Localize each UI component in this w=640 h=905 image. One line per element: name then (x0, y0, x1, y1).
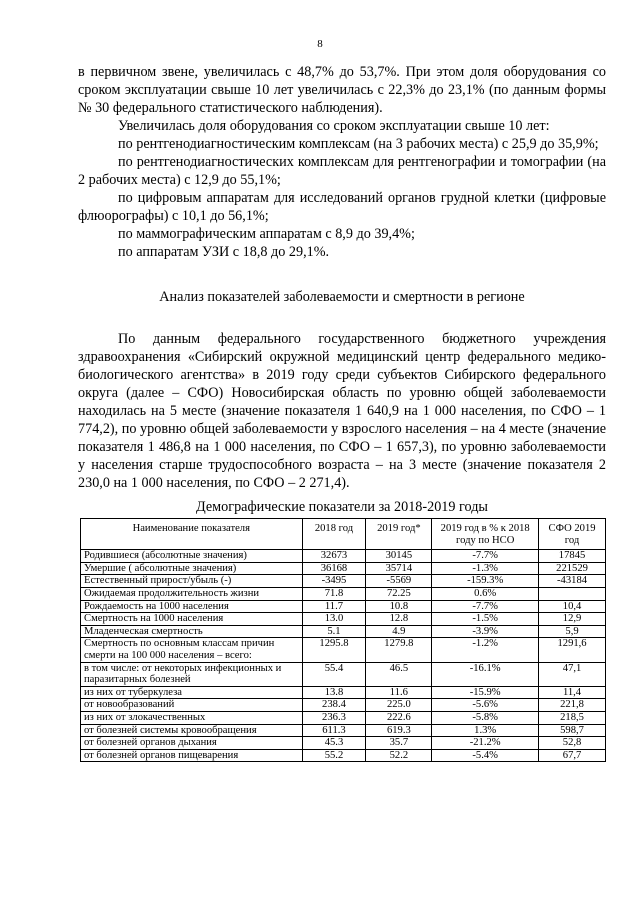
table-cell: 5,9 (539, 625, 606, 638)
table-cell: -5.4% (432, 749, 539, 762)
table-cell: 11.6 (366, 686, 432, 699)
table-cell: 71.8 (302, 587, 366, 600)
table-cell: -16.1% (432, 662, 539, 686)
table-cell: 13.8 (302, 686, 366, 699)
table-cell: 238.4 (302, 699, 366, 712)
table-cell: -5569 (366, 575, 432, 588)
table-cell: от болезней системы кровообращения (81, 724, 303, 737)
table-header-row (81, 519, 606, 550)
table-cell: 221,8 (539, 699, 606, 712)
paragraph: по рентгенодиагностическим комплексам (на 3 рабочих места) с 25,9 до 35,9%; (118, 136, 599, 152)
table-cell: Естественный прирост/убыль (-) (81, 575, 303, 588)
table-cell: -5.6% (432, 699, 539, 712)
table-cell: 0.6% (432, 587, 539, 600)
table-cell: 55.2 (302, 749, 366, 762)
table-row (81, 749, 606, 762)
table-cell: 55.4 (302, 662, 366, 686)
table-cell: 10,4 (539, 600, 606, 613)
table-row (81, 699, 606, 712)
table-cell: Родившиеся (абсолютные значения) (81, 550, 303, 563)
table-cell: 67,7 (539, 749, 606, 762)
table-cell: -7.7% (432, 550, 539, 563)
table-cell: 236.3 (302, 711, 366, 724)
table-header: 2019 год в % к 2018 году по НСО (432, 519, 539, 550)
table-cell: 17845 (539, 550, 606, 563)
table-row (81, 638, 606, 662)
table-cell: 1295.8 (302, 638, 366, 662)
table-row (81, 600, 606, 613)
table-cell: 619.3 (366, 724, 432, 737)
table-caption: Демографические показатели за 2018-2019 годы (196, 499, 488, 515)
table-cell: 1291,6 (539, 638, 606, 662)
paragraph: Увеличилась доля оборудования со сроком эксплуатации свыше 10 лет: (118, 118, 550, 134)
table-cell: -3.9% (432, 625, 539, 638)
table-cell: 598,7 (539, 724, 606, 737)
table-cell: -43184 (539, 575, 606, 588)
table-cell (539, 587, 606, 600)
table-cell: 1279.8 (366, 638, 432, 662)
table-cell: 12,9 (539, 613, 606, 626)
paragraph: по рентгенодиагностических комплексам для рентгенографии и томографии (на 2 рабочих места) с 12,9 до 55,1%; (78, 154, 606, 188)
table-cell: от болезней органов дыхания (81, 737, 303, 750)
table-cell: 11,4 (539, 686, 606, 699)
table-cell: 218,5 (539, 711, 606, 724)
table-cell: 611.3 (302, 724, 366, 737)
table-header: 2018 год (302, 519, 366, 550)
paragraph: По данным федерального государственного бюджетного учреждения здравоохранения «Сибирский окружной медицинский центр федерального медико-биологического агентства» в 2019 году среди субъектов Сибирского федерального округа (далее – СФО) Новосибирская область по уровню общей заболеваемости находилась на 5 месте (значение показателя 1 640,9 на 1 000 населения, по СФО – 1 774,2), по уровню общей заболеваемости у взрослого населения – на 4 месте (значение показателя 1 486,8 на 1 000 населения, по СФО – 1 657,3), по уровню заболеваемости у населения старше трудоспособного возраста – на 3 месте (значение показателя 2 230,0 на 1 000 населения, по СФО – 2 271,4). (78, 331, 606, 491)
table-row (81, 562, 606, 575)
table-cell: 4.9 (366, 625, 432, 638)
table-cell: 1.3% (432, 724, 539, 737)
table-cell: -1.5% (432, 613, 539, 626)
table-cell: 46.5 (366, 662, 432, 686)
table-row (81, 737, 606, 750)
table-cell: 72.25 (366, 587, 432, 600)
table-row (81, 686, 606, 699)
table-cell: -7.7% (432, 600, 539, 613)
table-cell: от новообразований (81, 699, 303, 712)
table-row (81, 724, 606, 737)
table-cell: -159.3% (432, 575, 539, 588)
paragraph: по маммографическим аппаратам с 8,9 до 39,4%; (118, 226, 415, 242)
table-cell: Рождаемость на 1000 населения (81, 600, 303, 613)
table-cell: от болезней органов пищеварения (81, 749, 303, 762)
table-row (81, 550, 606, 563)
table-cell: -1.2% (432, 638, 539, 662)
page-number: 8 (317, 38, 323, 50)
table-row (81, 711, 606, 724)
table-header: СФО 2019 год (539, 519, 606, 550)
table-cell: 5.1 (302, 625, 366, 638)
table-row (81, 625, 606, 638)
table-cell: -1.3% (432, 562, 539, 575)
paragraph: по аппаратам УЗИ с 18,8 до 29,1%. (118, 244, 330, 260)
table-cell: 13.0 (302, 613, 366, 626)
table-cell: в том числе: от некоторых инфекционных и паразитарных болезней (81, 662, 303, 686)
table-cell: из них от туберкулеза (81, 686, 303, 699)
table-row (81, 613, 606, 626)
table-row (81, 575, 606, 588)
table-cell: 12.8 (366, 613, 432, 626)
table-header: 2019 год* (366, 519, 432, 550)
table-cell: 52,8 (539, 737, 606, 750)
table-cell: -21.2% (432, 737, 539, 750)
table-cell: Умершие ( абсолютные значения) (81, 562, 303, 575)
table-cell: 45.3 (302, 737, 366, 750)
table-row (81, 662, 606, 686)
table-cell: 221529 (539, 562, 606, 575)
table-cell: -3495 (302, 575, 366, 588)
table-body (81, 550, 606, 762)
table-cell: 47,1 (539, 662, 606, 686)
paragraph: в первичном звене, увеличилась с 48,7% до 53,7%. При этом доля оборудования со сроком эксплуатации свыше 10 лет увеличилась с 22,3% до 23,1% (по данным формы № 30 федерального статистического наблюдения). (78, 64, 606, 116)
section-heading: Анализ показателей заболеваемости и смертности в регионе (159, 289, 525, 305)
demographics-table (80, 518, 606, 762)
paragraph: по цифровым аппаратам для исследований органов грудной клетки (цифровые флюорографы) с 10,1 до 56,1%; (78, 190, 606, 224)
table-cell: -5.8% (432, 711, 539, 724)
table-cell: 30145 (366, 550, 432, 563)
table-cell: 35.7 (366, 737, 432, 750)
table-cell: Младенческая смертность (81, 625, 303, 638)
table-cell: 222.6 (366, 711, 432, 724)
table-cell: 11.7 (302, 600, 366, 613)
document-body (78, 63, 606, 516)
table-cell: 32673 (302, 550, 366, 563)
table-cell: 36168 (302, 562, 366, 575)
table-cell: -15.9% (432, 686, 539, 699)
table-cell: Смертность по основным классам причин смерти на 100 000 населения – всего: (81, 638, 303, 662)
table-cell: 225.0 (366, 699, 432, 712)
table-cell: 35714 (366, 562, 432, 575)
table-row (81, 587, 606, 600)
table-cell: 52.2 (366, 749, 432, 762)
table-header: Наименование показателя (81, 519, 303, 550)
table-cell: Ожидаемая продолжительность жизни (81, 587, 303, 600)
table-cell: из них от злокачественных (81, 711, 303, 724)
table-cell: 10.8 (366, 600, 432, 613)
table-cell: Смертность на 1000 населения (81, 613, 303, 626)
